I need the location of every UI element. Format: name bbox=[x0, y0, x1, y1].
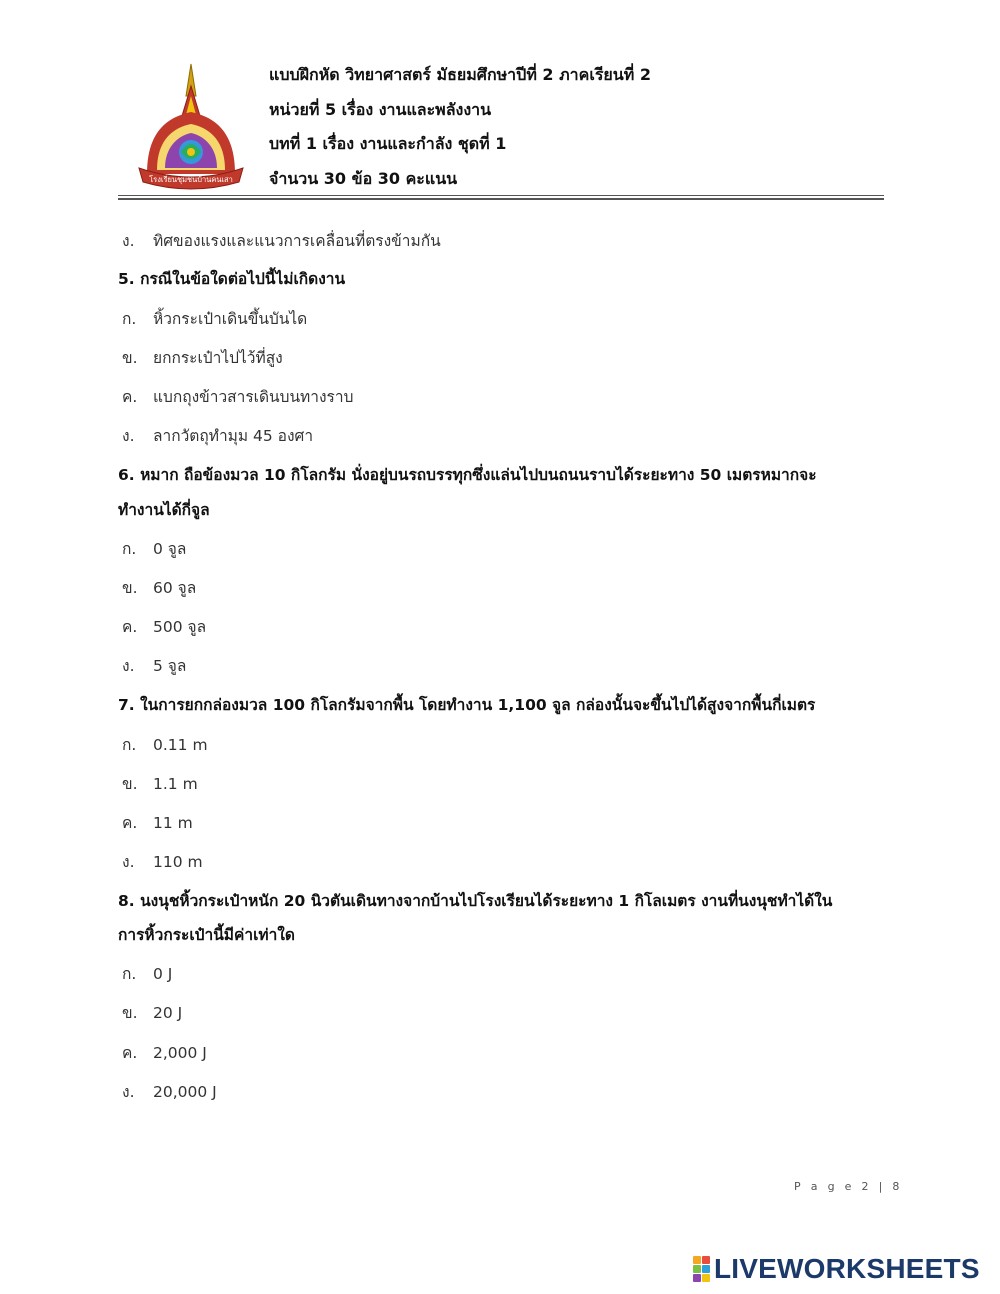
q4-choice-d[interactable] bbox=[122, 228, 441, 253]
header-chapter: บทที่ 1 เรื่อง งานและกำลัง ชุดที่ 1 bbox=[269, 134, 507, 153]
choice-text: 500 จูล bbox=[153, 618, 207, 636]
choice-label: ข. bbox=[122, 579, 138, 597]
choice-text: 2,000 J bbox=[153, 1044, 207, 1062]
liveworksheets-icon bbox=[693, 1256, 710, 1282]
header-divider bbox=[118, 195, 884, 196]
choice-text: ยกกระเป๋าไปไว้ที่สูง bbox=[153, 349, 283, 367]
choice-text: ทิศของแรงและแนวการเคลื่อนที่ตรงข้ามกัน bbox=[153, 232, 441, 250]
choice-label: ง. bbox=[122, 1083, 135, 1101]
liveworksheets-wordmark: LIVEWORKSHEETS bbox=[714, 1253, 980, 1284]
question-5: 5. กรณีในข้อใดต่อไปนี้ไม่เกิดงาน bbox=[118, 270, 346, 288]
choice-label: ข. bbox=[122, 775, 138, 793]
page-number: P a g e 2 | 8 bbox=[794, 1180, 903, 1193]
choice-label: ก. bbox=[122, 965, 137, 983]
choice-text: 11 m bbox=[153, 814, 193, 832]
choice-label: ข. bbox=[122, 349, 138, 367]
q5-choice-c[interactable] bbox=[122, 384, 353, 409]
header-title: แบบฝึกหัด วิทยาศาสตร์ มัธยมศึกษาปีที่ 2 ภาคเรียนที่ 2 bbox=[269, 65, 651, 84]
q7-choice-d[interactable] bbox=[122, 849, 203, 874]
choice-text: ลากวัตถุทำมุม 45 องศา bbox=[153, 427, 314, 445]
choice-text: 5 จูล bbox=[153, 657, 187, 675]
q6-choice-b[interactable] bbox=[122, 575, 196, 600]
q8-choice-d[interactable] bbox=[122, 1079, 217, 1104]
choice-label: ง. bbox=[122, 657, 135, 675]
question-6-line2: ทำงานได้กี่จูล bbox=[118, 501, 210, 519]
choice-text: 110 m bbox=[153, 853, 203, 871]
choice-label: ง. bbox=[122, 232, 135, 250]
choice-label: ค. bbox=[122, 388, 138, 406]
choice-label: ง. bbox=[122, 853, 135, 871]
q7-choice-b[interactable] bbox=[122, 771, 198, 796]
choice-label: ก. bbox=[122, 310, 137, 328]
choice-text: 1.1 m bbox=[153, 775, 198, 793]
choice-label: ค. bbox=[122, 618, 138, 636]
q5-choice-d[interactable] bbox=[122, 423, 313, 448]
q8-choice-b[interactable] bbox=[122, 1000, 182, 1025]
choice-label: ก. bbox=[122, 736, 137, 754]
question-8-line1: 8. นงนุชหิ้วกระเป๋าหนัก 20 นิวตันเดินทางจากบ้านไปโรงเรียนได้ระยะทาง 1 กิโลเมตร งานที่นงนุชทำได้ใน bbox=[118, 892, 833, 910]
q5-choice-b[interactable] bbox=[122, 345, 283, 370]
choice-label: ค. bbox=[122, 1044, 138, 1062]
q8-choice-c[interactable] bbox=[122, 1040, 207, 1065]
question-6-line1: 6. หมาก ถือข้องมวล 10 กิโลกรัม นั่งอยู่บนรถบรรทุกซึ่งแล่นไปบนถนนราบได้ระยะทาง 50 เมตรหมากจะ bbox=[118, 466, 817, 484]
q6-choice-d[interactable] bbox=[122, 653, 186, 678]
school-logo bbox=[133, 56, 249, 192]
choice-text: 0 J bbox=[153, 965, 173, 983]
choice-label: ข. bbox=[122, 1004, 138, 1022]
worksheet-header bbox=[269, 60, 651, 198]
choice-label: ค. bbox=[122, 814, 138, 832]
q7-choice-c[interactable] bbox=[122, 810, 193, 835]
liveworksheets-logo[interactable] bbox=[693, 1252, 980, 1286]
choice-text: 20,000 J bbox=[153, 1083, 217, 1101]
choice-text: 0.11 m bbox=[153, 736, 208, 754]
choice-text: แบกถุงข้าวสารเดินบนทางราบ bbox=[153, 388, 354, 406]
header-divider-thick bbox=[118, 198, 884, 200]
q8-choice-a[interactable] bbox=[122, 961, 172, 986]
q6-choice-a[interactable] bbox=[122, 536, 186, 561]
svg-text:โรงเรียนชุมชนบ้านคนเสา: โรงเรียนชุมชนบ้านคนเสา bbox=[149, 175, 233, 184]
question-8-line2: การหิ้วกระเป๋านี้มีค่าเท่าใด bbox=[118, 926, 295, 944]
choice-label: ง. bbox=[122, 427, 135, 445]
question-7: 7. ในการยกกล่องมวล 100 กิโลกรัมจากพื้น โดยทำงาน 1,100 จูล กล่องนั้นจะขึ้นไปได้สูงจากพื้นกี่เมตร bbox=[118, 696, 816, 714]
choice-text: หิ้วกระเป๋าเดินขึ้นบันได bbox=[153, 310, 308, 328]
q6-choice-c[interactable] bbox=[122, 614, 206, 639]
header-unit: หน่วยที่ 5 เรื่อง งานและพลังงาน bbox=[269, 99, 492, 119]
q7-choice-a[interactable] bbox=[122, 732, 208, 757]
choice-text: 60 จูล bbox=[153, 579, 197, 597]
header-score: จำนวน 30 ข้อ 30 คะแนน bbox=[269, 168, 458, 188]
q5-choice-a[interactable] bbox=[122, 306, 307, 331]
choice-label: ก. bbox=[122, 540, 137, 558]
choice-text: 20 J bbox=[153, 1004, 183, 1022]
choice-text: 0 จูล bbox=[153, 540, 187, 558]
